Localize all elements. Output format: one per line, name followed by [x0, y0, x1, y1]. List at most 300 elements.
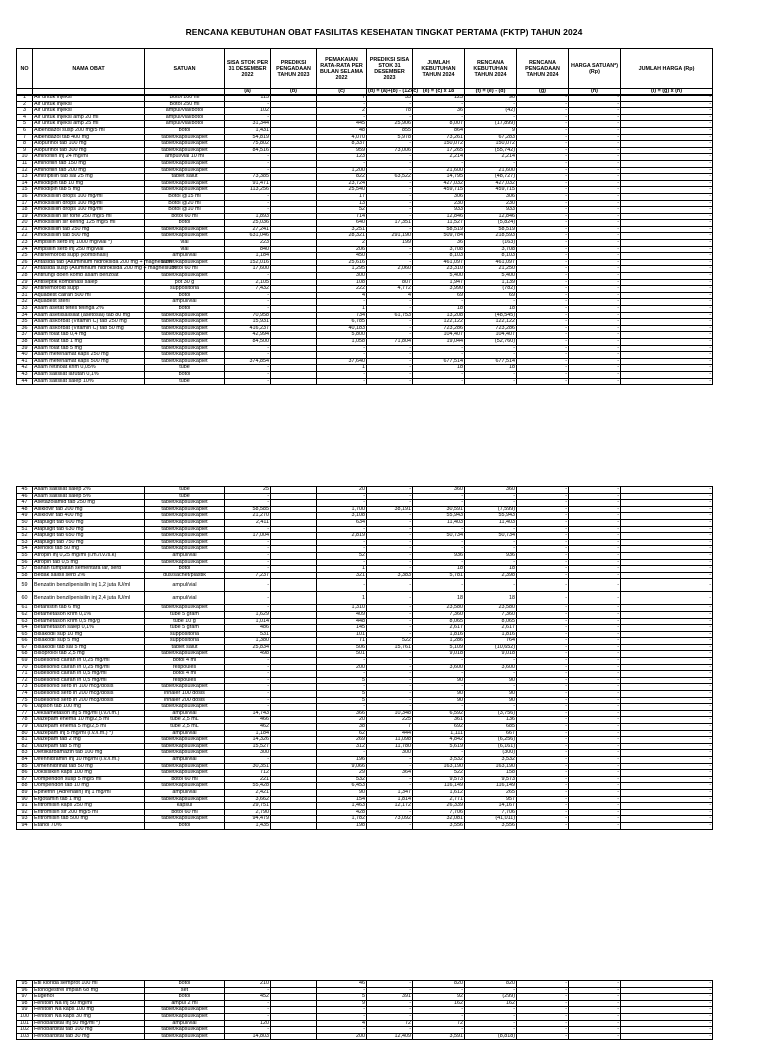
cell: - [413, 493, 465, 500]
cell: 1 [17, 95, 33, 102]
cell [271, 981, 317, 988]
cell: 312 [317, 743, 367, 750]
cell-empty: - [569, 658, 621, 665]
cell-empty: - [621, 737, 713, 744]
cell: 37 [17, 332, 33, 339]
cell: - [413, 684, 465, 691]
cell-empty: - [621, 513, 713, 520]
cell: 67,283 [465, 134, 517, 141]
cell [271, 253, 317, 260]
cell-empty: - [621, 279, 713, 286]
cell [271, 611, 317, 618]
cell-empty: - [621, 500, 713, 507]
cell: Betametason krim 0,1% [33, 611, 145, 618]
cell: 77 [17, 710, 33, 717]
cell: Eritromisin tab 500 mg [33, 816, 145, 823]
cell: 461,097 [413, 259, 465, 266]
cell: 428 [317, 809, 367, 816]
cell: 10 [17, 154, 33, 161]
cell: 15,761 [367, 644, 413, 651]
cell: Betametason krim 0,5 mg/g [33, 618, 145, 625]
cell: Etonogestrel implan 68 mg [33, 987, 145, 994]
cell: - [317, 750, 367, 757]
cell-empty: - [517, 279, 569, 286]
cell: tablet/kapsul/kaplet [145, 796, 225, 803]
cell-empty: - [569, 710, 621, 717]
cell: Alopurinol tab 300 mg [33, 147, 145, 154]
cell: Bisoprolol tab 2,5 mg [33, 651, 145, 658]
cell: 43 [17, 371, 33, 378]
cell-empty: - [517, 737, 569, 744]
cell: 18 [413, 592, 465, 605]
cell-empty: - [517, 180, 569, 187]
cell: 200 [317, 1033, 367, 1040]
cell-empty: - [569, 572, 621, 579]
cell: 4,070 [317, 134, 367, 141]
cell: Ampisilin serb inj 1000 mg/vial *) [33, 240, 145, 247]
cell-empty: - [517, 559, 569, 566]
cell: 38 [317, 724, 367, 731]
cell-empty: - [621, 187, 713, 194]
cell: - [225, 193, 271, 200]
cell-empty: - [621, 710, 713, 717]
cell-empty: - [517, 338, 569, 345]
cell: 20 [317, 487, 367, 494]
cell-empty: - [569, 358, 621, 365]
cell: 2 [317, 108, 367, 115]
cell: ampul/vial [145, 710, 225, 717]
cell: 36 [17, 325, 33, 332]
cell: Budesonid serb ih 200 mcg/dosis [33, 691, 145, 698]
cell-empty: - [517, 187, 569, 194]
cell: 30,591 [413, 506, 465, 513]
cell: Atapulgit tab 600 mg [33, 519, 145, 526]
cell-empty: - [517, 306, 569, 313]
cell [271, 605, 317, 612]
cell-empty: - [621, 644, 713, 651]
cell [271, 816, 317, 823]
cell-empty: - [517, 273, 569, 280]
cell: Budesonid serb ih 200 mcg/dosis [33, 697, 145, 704]
cell: Albendazol tab 400 mg [33, 134, 145, 141]
cell: 92 [413, 994, 465, 1001]
cell: 90 [413, 677, 465, 684]
cell-empty: - [621, 220, 713, 227]
cell: 136 [465, 717, 517, 724]
cell: - [317, 345, 367, 352]
cell-empty: - [621, 539, 713, 546]
cell: Air untuk injeksi amp 20 ml [33, 114, 145, 121]
cell: 28,321 [317, 233, 367, 240]
cell: - [317, 579, 367, 592]
cell: 959 [317, 147, 367, 154]
cell [271, 803, 317, 810]
cell [271, 487, 317, 494]
cell: Dapson tab 100 mg [33, 704, 145, 711]
cell: - [465, 378, 517, 385]
cell-empty: - [569, 1033, 621, 1040]
cell: 70 [17, 664, 33, 671]
cell: - [367, 677, 413, 684]
cell: - [367, 345, 413, 352]
cell: - [367, 559, 413, 566]
cell-empty: - [569, 273, 621, 280]
cell: Amoksisilin tab 500 mg [33, 233, 145, 240]
cell: 30 [17, 286, 33, 293]
cell: 2,398 [465, 572, 517, 579]
cell: 17,004 [225, 533, 271, 540]
cell: 1,463 [317, 803, 367, 810]
cell-empty: - [517, 519, 569, 526]
cell: 46 [17, 493, 33, 500]
cell: 3,708 [465, 246, 517, 253]
cell-empty: - [569, 546, 621, 553]
cell: 27 [17, 266, 33, 273]
cell: tablet/kapsul/kaplet [145, 783, 225, 790]
cell-empty: - [621, 365, 713, 372]
cell-empty: - [621, 193, 713, 200]
cell: 29,751 [225, 803, 271, 810]
cell: - [367, 114, 413, 121]
cell: ampul/vial [145, 253, 225, 260]
cell: 677,514 [465, 358, 517, 365]
cell: - [413, 559, 465, 566]
cell: tablet/kapsul/kaplet [145, 187, 225, 194]
cell-empty: - [569, 174, 621, 181]
cell: - [225, 546, 271, 553]
cell: 230 [465, 200, 517, 207]
cell: - [465, 160, 517, 167]
cell-empty: - [569, 987, 621, 994]
cell: Atropin inj 0,25 mg/ml (i.m./i.v./s.k) [33, 552, 145, 559]
cell-empty: - [517, 717, 569, 724]
cell: Benzatin benzilpenisilin inj 2,4 juta IU/ml [33, 592, 145, 605]
cell: 11,527 [413, 220, 465, 227]
cell: Diazepam tab 5 mg [33, 743, 145, 750]
cell: tablet/kapsul/kaplet [145, 134, 225, 141]
cell [271, 539, 317, 546]
cell [271, 1013, 317, 1020]
cell [271, 783, 317, 790]
cell: botol 60 ml [145, 776, 225, 783]
cell-empty: - [517, 127, 569, 134]
cell: 9 [465, 127, 517, 134]
cell-empty: - [621, 345, 713, 352]
cell: 459,715 [465, 187, 517, 194]
cell-empty: - [569, 220, 621, 227]
cell: 48 [17, 506, 33, 513]
cell: 101 [17, 1020, 33, 1027]
cell: Eritromisin sir 200 mg/5 ml [33, 809, 145, 816]
cell: tablet/kapsul/kaplet [145, 533, 225, 540]
cell: 4,842 [413, 737, 465, 744]
cell-empty: - [569, 1000, 621, 1007]
cell [271, 127, 317, 134]
cell [271, 226, 317, 233]
cell: 62 [17, 611, 33, 618]
cell [271, 266, 317, 273]
cell-empty: - [621, 724, 713, 731]
cell: - [367, 592, 413, 605]
cell: 67 [17, 644, 33, 651]
cell-empty: - [621, 493, 713, 500]
cell-empty: - [517, 332, 569, 339]
cell-empty: - [569, 207, 621, 214]
cell: 7,432 [225, 286, 271, 293]
cell: - [317, 101, 367, 108]
cell: 714 [317, 213, 367, 220]
cell: - [367, 213, 413, 220]
cell: 300 [225, 750, 271, 757]
table-section-1 [16, 94, 713, 385]
cell: 29 [317, 770, 367, 777]
cell-empty: - [569, 312, 621, 319]
cell [271, 1033, 317, 1040]
cell: - [225, 987, 271, 994]
cell [271, 579, 317, 592]
cell: 89 [17, 789, 33, 796]
cell: - [465, 352, 517, 359]
cell: tablet/kapsul/kaplet [145, 259, 225, 266]
cell: 12 [17, 167, 33, 174]
cell-empty: - [621, 1013, 713, 1020]
cell-empty: - [517, 638, 569, 645]
cell-empty: - [517, 994, 569, 1001]
cell: - [413, 352, 465, 359]
cell: Budesonid cairan ih 0,25 mg/ml [33, 658, 145, 665]
cell: 38,191 [367, 506, 413, 513]
cell-empty: - [569, 299, 621, 306]
cell [271, 167, 317, 174]
cell: Antihemoroid supp [33, 286, 145, 293]
column-header: NO [17, 49, 33, 89]
cell: 33 [367, 95, 413, 102]
table-row [17, 822, 713, 829]
cell: 15,931 [225, 319, 271, 326]
cell: Atapulgit tab 750 mg [33, 539, 145, 546]
cell-empty: - [517, 981, 569, 988]
cell [271, 193, 317, 200]
cell [271, 174, 317, 181]
cell: - [225, 1007, 271, 1014]
cell: botol [145, 822, 225, 829]
cell-empty: - [517, 1000, 569, 1007]
cell-empty: - [621, 763, 713, 770]
cell: - [367, 513, 413, 520]
cell: tube [145, 493, 225, 500]
cell: 32 [17, 299, 33, 306]
cell: 50,734 [465, 533, 517, 540]
cell: - [367, 500, 413, 507]
cell [271, 358, 317, 365]
cell: Asam mefenamat kaps 500 mg [33, 358, 145, 365]
cell: - [225, 658, 271, 665]
cell: Antihemoroid supp (kombinasi) [33, 253, 145, 260]
cell: - [465, 704, 517, 711]
cell: - [225, 500, 271, 507]
cell: Asam salisilat larutan 0,1% [33, 371, 145, 378]
cell: - [367, 704, 413, 711]
cell: - [367, 101, 413, 108]
cell: 26,339 [413, 803, 465, 810]
cell: 154 [317, 796, 367, 803]
cell: - [225, 154, 271, 161]
cell: 123 [317, 154, 367, 161]
cell: 21,250 [465, 266, 517, 273]
cell: 3 [17, 108, 33, 115]
cell-empty: - [517, 697, 569, 704]
cell-empty: - [517, 253, 569, 260]
cell: - [367, 697, 413, 704]
cell [271, 684, 317, 691]
cell: Aminofilin inj 24 mg/ml [33, 154, 145, 161]
cell: 361 [413, 717, 465, 724]
cell: - [367, 987, 413, 994]
cell: (6,256) [465, 737, 517, 744]
cell-empty: - [621, 691, 713, 698]
cell: 300 [367, 750, 413, 757]
cell-empty: - [517, 1027, 569, 1034]
cell: 36 [413, 240, 465, 247]
cell: - [225, 114, 271, 121]
cell: - [465, 671, 517, 678]
cell: 69 [465, 292, 517, 299]
cell: 30,351 [225, 763, 271, 770]
cell: - [225, 292, 271, 299]
cell: Bisakodil tab sal 5 mg [33, 644, 145, 651]
cell [271, 704, 317, 711]
cell-empty: - [569, 994, 621, 1001]
cell: Betametason salep 0,1% [33, 625, 145, 632]
cell: - [413, 526, 465, 533]
cell: 5,800 [317, 332, 367, 339]
cell: - [225, 160, 271, 167]
cell: tablet/kapsul/kaplet [145, 332, 225, 339]
cell-empty: - [621, 994, 713, 1001]
cell [271, 200, 317, 207]
cell: (17,899) [465, 121, 517, 128]
cell: - [367, 154, 413, 161]
cell: tablet/kapsul/kaplet [145, 539, 225, 546]
cell: - [225, 526, 271, 533]
cell: - [367, 1013, 413, 1020]
cell-empty: - [517, 730, 569, 737]
cell: - [413, 114, 465, 121]
cell: 42,994 [225, 332, 271, 339]
cell: 200 [317, 664, 367, 671]
cell-empty: - [517, 299, 569, 306]
cell-empty: - [569, 770, 621, 777]
cell: 47 [17, 500, 33, 507]
cell: 96 [17, 987, 33, 994]
cell [271, 1027, 317, 1034]
cell: vial [145, 240, 225, 247]
cell: 90 [465, 677, 517, 684]
cell: 68 [17, 651, 33, 658]
cell-empty: - [569, 756, 621, 763]
cell-empty: - [569, 704, 621, 711]
cell: respoules [145, 677, 225, 684]
cell: (52,760) [465, 338, 517, 345]
cell: 28 [17, 273, 33, 280]
cell-empty: - [569, 167, 621, 174]
cell: 692 [413, 724, 465, 731]
cell: - [413, 101, 465, 108]
cell: 61,753 [367, 312, 413, 319]
cell: 75 [17, 697, 33, 704]
cell: 52 [317, 552, 367, 559]
cell: ampul/vial [145, 299, 225, 306]
cell: - [413, 1027, 465, 1034]
cell-empty: - [621, 638, 713, 645]
cell-empty: - [569, 114, 621, 121]
cell: Domperidon tab 10 mg [33, 783, 145, 790]
cell: 72 [17, 677, 33, 684]
cell: 5 [317, 994, 367, 1001]
cell: 41 [17, 358, 33, 365]
cell: 31,344 [225, 121, 271, 128]
cell: 6,453 [317, 783, 367, 790]
cell: Eritromisin kaps 250 mg [33, 803, 145, 810]
cell: 1,816 [465, 631, 517, 638]
cell: 196 [317, 756, 367, 763]
cell: - [225, 167, 271, 174]
cell-empty: - [569, 750, 621, 757]
cell-empty: - [517, 266, 569, 273]
cell: 936 [465, 552, 517, 559]
cell: 2,790 [225, 809, 271, 816]
cell: - [367, 226, 413, 233]
cell: - [367, 579, 413, 592]
cell-empty: - [569, 789, 621, 796]
cell-empty: - [517, 691, 569, 698]
cell: 2,214 [465, 154, 517, 161]
cell: 448 [317, 618, 367, 625]
cell: - [367, 533, 413, 540]
cell: 27,241 [225, 226, 271, 233]
cell: Asiklovir tab 200 mg [33, 506, 145, 513]
cell: 11,098 [367, 737, 413, 744]
cell: 486 [225, 625, 271, 632]
column-formula: (i) = (g) x (h) [621, 89, 713, 96]
cell: - [367, 319, 413, 326]
cell: 9 [317, 1000, 367, 1007]
cell: - [413, 1007, 465, 1014]
cell-empty: - [621, 358, 713, 365]
cell-empty: - [569, 644, 621, 651]
cell: tablet/kapsul/kaplet [145, 141, 225, 148]
cell: Amoksisilin drops 100 mg/ml [33, 207, 145, 214]
cell: - [317, 526, 367, 533]
cell: - [367, 358, 413, 365]
cell [271, 213, 317, 220]
cell: - [367, 1007, 413, 1014]
cell: Antifungi doen komb asam benzoat [33, 273, 145, 280]
cell: Aquadest cairan 500 ml [33, 292, 145, 299]
cell: 95 [17, 981, 33, 988]
cell [271, 566, 317, 573]
cell: 409 [317, 611, 367, 618]
cell-empty: - [517, 770, 569, 777]
cell: - [367, 763, 413, 770]
cell: Deksametason inj 5 mg/ml (i.v./i.m.) [33, 710, 145, 717]
cell-empty: - [569, 154, 621, 161]
cell: Benzatin benzilpenisilin inj 1,2 juta IU/ml [33, 579, 145, 592]
table-row [17, 592, 713, 605]
cell [271, 95, 317, 102]
cell: Bahan tumpatan sementara lar, serb [33, 566, 145, 573]
cell: - [317, 1013, 367, 1020]
